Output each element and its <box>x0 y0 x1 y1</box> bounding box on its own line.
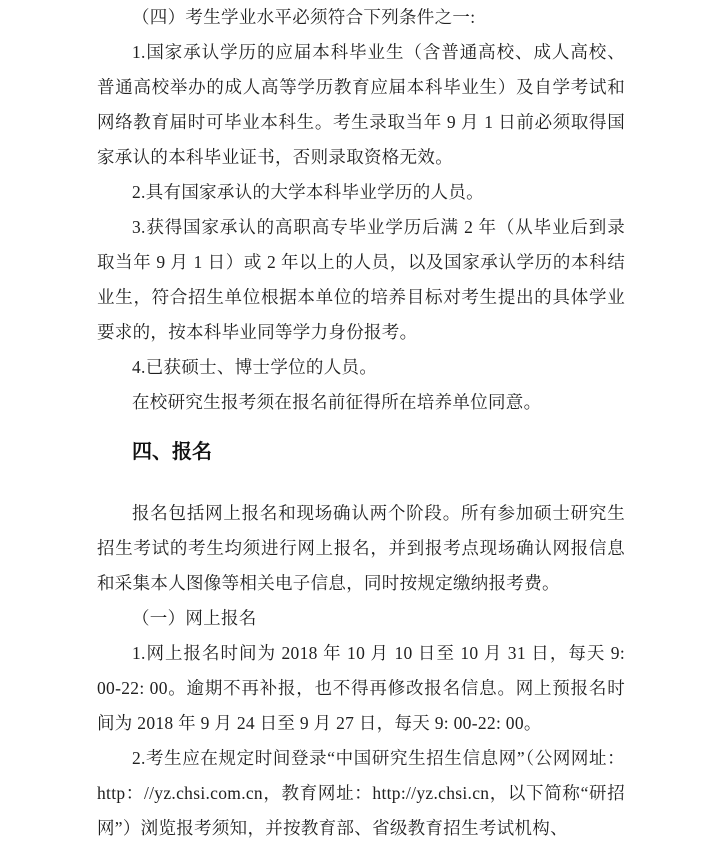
condition-intro-paragraph: （四）考生学业水平必须符合下列条件之一: <box>132 7 476 27</box>
note-current-grad-students: 在校研究生报考须在报名前征得所在培养单位同意。 <box>132 392 542 412</box>
subsection-heading-online-registration: （一）网上报名 <box>132 608 257 628</box>
section-heading-registration: 四、报名 <box>132 441 212 463</box>
condition-item-3: 3.获得国家承认的高职高专毕业学历后满 2 年（从毕业后到录取当年 9 月 1 日）或 2 年以上的人员，以及国家承认学历的本科结业生，符合招生单位根据本单位的培养目标对考生提出的具体学业要求的，按本科毕业同等学力身份报考。 <box>97 217 625 342</box>
condition-item-2: 2.具有国家承认的大学本科毕业学历的人员。 <box>132 182 484 202</box>
registration-overview-paragraph: 报名包括网上报名和现场确认两个阶段。所有参加硕士研究生招生考试的考生均须进行网上报名，并到报考点现场确认网报信息和采集本人图像等相关电子信息，同时按规定缴纳报考费。 <box>97 503 625 593</box>
online-registration-time-paragraph: 1.网上报名时间为 2018 年 10 月 10 日至 10 月 31 日，每天 9: 00-22: 00。逾期不再补报，也不得再修改报名信息。网上预报名时间为 2018 年 9 月 24 日至 9 月 27 日，每天 9: 00-22: 00。 <box>97 643 625 733</box>
online-registration-website-paragraph: 2.考生应在规定时间登录“中国研究生招生信息网”（公网网址：http：//yz.chsi.com.cn，教育网址：http://yz.chsi.cn，以下简称“研招网”）浏览报考须知，并按教育部、省级教育招生考试机构、 <box>97 748 625 838</box>
condition-item-4: 4.已获硕士、博士学位的人员。 <box>132 357 378 377</box>
condition-item-1: 1.国家承认学历的应届本科毕业生（含普通高校、成人高校、普通高校举办的成人高等学历教育应届本科毕业生）及自学考试和网络教育届时可毕业本科生。考生录取当年 9 月 1 日前必须取得国家承认的本科毕业证书，否则录取资格无效。 <box>97 42 625 167</box>
